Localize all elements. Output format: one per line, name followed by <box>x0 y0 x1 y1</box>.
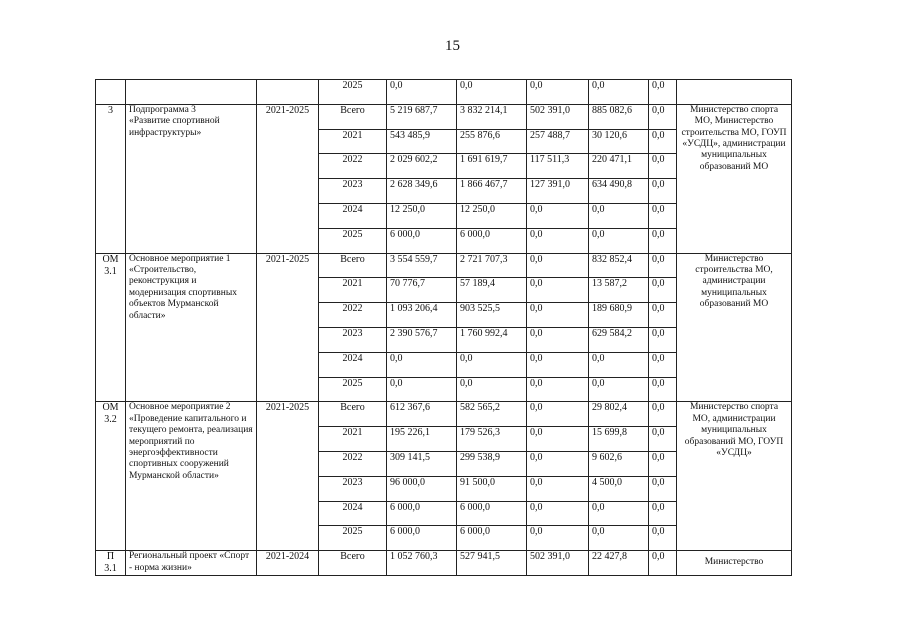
year-cell: Всего <box>319 551 387 576</box>
amount-cell: 0,0 <box>527 501 589 526</box>
year-cell: 2022 <box>319 451 387 476</box>
amount-cell: 0,0 <box>649 179 677 204</box>
amount-cell: 29 802,4 <box>589 402 649 427</box>
table-row <box>96 104 792 129</box>
amount-cell: 0,0 <box>649 203 677 228</box>
row-name-cell: Региональный проект «Спорт - норма жизни» <box>126 551 257 576</box>
amount-cell: 2 721 707,3 <box>457 253 527 278</box>
amount-cell: 527 941,5 <box>457 551 527 576</box>
year-cell: 2021 <box>319 278 387 303</box>
amount-cell: 0,0 <box>457 377 527 402</box>
amount-cell: 0,0 <box>649 451 677 476</box>
amount-cell: 0,0 <box>527 427 589 452</box>
amount-cell: 0,0 <box>649 352 677 377</box>
table-row <box>96 80 792 105</box>
amount-cell: 57 189,4 <box>457 278 527 303</box>
period-cell: 2021-2025 <box>257 253 319 402</box>
amount-cell: 0,0 <box>649 80 677 105</box>
year-cell: 2024 <box>319 501 387 526</box>
amount-cell: 220 471,1 <box>589 154 649 179</box>
amount-cell: 1 093 206,4 <box>387 303 457 328</box>
amount-cell: 6 000,0 <box>387 526 457 551</box>
amount-cell: 0,0 <box>649 303 677 328</box>
responsible-cell: Министерство <box>677 551 792 576</box>
amount-cell: 2 628 349,6 <box>387 179 457 204</box>
amount-cell: 0,0 <box>589 501 649 526</box>
amount-cell: 255 876,6 <box>457 129 527 154</box>
amount-cell: 6 000,0 <box>387 501 457 526</box>
amount-cell: 0,0 <box>649 154 677 179</box>
row-number-cell: 3 <box>96 104 126 253</box>
amount-cell: 0,0 <box>527 253 589 278</box>
amount-cell: 117 511,3 <box>527 154 589 179</box>
year-cell: 2025 <box>319 228 387 253</box>
year-cell: 2025 <box>319 526 387 551</box>
year-cell: 2023 <box>319 179 387 204</box>
amount-cell: 0,0 <box>649 129 677 154</box>
amount-cell: 0,0 <box>649 278 677 303</box>
amount-cell: 0,0 <box>527 526 589 551</box>
amount-cell: 13 587,2 <box>589 278 649 303</box>
table-body <box>96 80 792 576</box>
amount-cell: 6 000,0 <box>457 526 527 551</box>
amount-cell: 309 141,5 <box>387 451 457 476</box>
amount-cell: 30 120,6 <box>589 129 649 154</box>
year-cell: 2022 <box>319 154 387 179</box>
amount-cell: 91 500,0 <box>457 476 527 501</box>
row-number-cell: ОМ 3.2 <box>96 402 126 551</box>
year-cell: 2025 <box>319 377 387 402</box>
row-number-cell: П 3.1 <box>96 551 126 576</box>
amount-cell: 179 526,3 <box>457 427 527 452</box>
amount-cell: 612 367,6 <box>387 402 457 427</box>
amount-cell: 96 000,0 <box>387 476 457 501</box>
year-cell: Всего <box>319 253 387 278</box>
amount-cell: 2 029 602,2 <box>387 154 457 179</box>
amount-cell: 634 490,8 <box>589 179 649 204</box>
amount-cell: 6 000,0 <box>457 501 527 526</box>
amount-cell: 12 250,0 <box>387 203 457 228</box>
amount-cell: 0,0 <box>589 352 649 377</box>
amount-cell: 0,0 <box>649 228 677 253</box>
year-cell: 2024 <box>319 352 387 377</box>
amount-cell: 0,0 <box>527 228 589 253</box>
period-cell: 2021-2025 <box>257 104 319 253</box>
amount-cell: 299 538,9 <box>457 451 527 476</box>
amount-cell: 3 554 559,7 <box>387 253 457 278</box>
amount-cell: 0,0 <box>527 402 589 427</box>
amount-cell: 0,0 <box>649 501 677 526</box>
table-row <box>96 551 792 576</box>
row-name-cell: Основное мероприятие 1 «Строительство, реконструкция и модернизация спортивных объектов Мурманской области» <box>126 253 257 402</box>
amount-cell: 0,0 <box>649 104 677 129</box>
row-number-cell: ОМ 3.1 <box>96 253 126 402</box>
amount-cell: 0,0 <box>589 203 649 228</box>
period-cell: 2021-2024 <box>257 551 319 576</box>
amount-cell: 2 390 576,7 <box>387 327 457 352</box>
year-cell: 2024 <box>319 203 387 228</box>
period-cell: 2021-2025 <box>257 402 319 551</box>
amount-cell: 0,0 <box>527 80 589 105</box>
amount-cell: 189 680,9 <box>589 303 649 328</box>
row-name-cell: Основное мероприятие 2 «Проведение капитального и текущего ремонта, реализация мероприятий по энергоэффективности спортивных сооружений Мурманской области» <box>126 402 257 551</box>
amount-cell: 0,0 <box>649 427 677 452</box>
amount-cell: 257 488,7 <box>527 129 589 154</box>
responsible-cell: Министерство строительства МО, администрации муниципальных образований МО <box>677 253 792 402</box>
amount-cell: 0,0 <box>649 551 677 576</box>
responsible-cell <box>677 80 792 105</box>
year-cell: 2021 <box>319 129 387 154</box>
amount-cell: 0,0 <box>387 377 457 402</box>
amount-cell: 0,0 <box>527 451 589 476</box>
amount-cell: 0,0 <box>527 303 589 328</box>
amount-cell: 6 000,0 <box>387 228 457 253</box>
year-cell: Всего <box>319 104 387 129</box>
amount-cell: 3 832 214,1 <box>457 104 527 129</box>
amount-cell: 582 565,2 <box>457 402 527 427</box>
amount-cell: 5 219 687,7 <box>387 104 457 129</box>
row-name-cell <box>126 80 257 105</box>
amount-cell: 0,0 <box>649 253 677 278</box>
amount-cell: 903 525,5 <box>457 303 527 328</box>
amount-cell: 1 866 467,7 <box>457 179 527 204</box>
amount-cell: 0,0 <box>589 377 649 402</box>
amount-cell: 502 391,0 <box>527 551 589 576</box>
amount-cell: 0,0 <box>527 327 589 352</box>
year-cell: 2023 <box>319 327 387 352</box>
amount-cell: 0,0 <box>649 526 677 551</box>
amount-cell: 70 776,7 <box>387 278 457 303</box>
amount-cell: 629 584,2 <box>589 327 649 352</box>
year-cell: 2025 <box>319 80 387 105</box>
amount-cell: 0,0 <box>527 203 589 228</box>
amount-cell: 0,0 <box>527 352 589 377</box>
amount-cell: 6 000,0 <box>457 228 527 253</box>
amount-cell: 0,0 <box>387 352 457 377</box>
amount-cell: 0,0 <box>457 80 527 105</box>
table-row <box>96 402 792 427</box>
table-row <box>96 253 792 278</box>
amount-cell: 0,0 <box>589 526 649 551</box>
amount-cell: 543 485,9 <box>387 129 457 154</box>
amount-cell: 1 691 619,7 <box>457 154 527 179</box>
amount-cell: 12 250,0 <box>457 203 527 228</box>
amount-cell: 127 391,0 <box>527 179 589 204</box>
responsible-cell: Министерство спорта МО, администрации муниципальных образований МО, ГОУП «УСДЦ» <box>677 402 792 551</box>
responsible-cell: Министерство спорта МО, Министерство строительства МО, ГОУП «УСДЦ», администрации муниципальных образований МО <box>677 104 792 253</box>
row-number-cell <box>96 80 126 105</box>
amount-cell: 0,0 <box>457 352 527 377</box>
amount-cell: 832 852,4 <box>589 253 649 278</box>
amount-cell: 1 760 992,4 <box>457 327 527 352</box>
amount-cell: 22 427,8 <box>589 551 649 576</box>
amount-cell: 15 699,8 <box>589 427 649 452</box>
amount-cell: 0,0 <box>649 402 677 427</box>
amount-cell: 1 052 760,3 <box>387 551 457 576</box>
amount-cell: 9 602,6 <box>589 451 649 476</box>
row-name-cell: Подпрограмма 3 «Развитие спортивной инфраструктуры» <box>126 104 257 253</box>
amount-cell: 0,0 <box>589 228 649 253</box>
amount-cell: 0,0 <box>527 278 589 303</box>
amount-cell: 0,0 <box>649 327 677 352</box>
amount-cell: 502 391,0 <box>527 104 589 129</box>
page-number: 15 <box>445 38 460 54</box>
amount-cell: 885 082,6 <box>589 104 649 129</box>
year-cell: 2022 <box>319 303 387 328</box>
amount-cell: 0,0 <box>589 80 649 105</box>
amount-cell: 0,0 <box>527 476 589 501</box>
amount-cell: 0,0 <box>387 80 457 105</box>
amount-cell: 0,0 <box>649 377 677 402</box>
period-cell <box>257 80 319 105</box>
year-cell: Всего <box>319 402 387 427</box>
amount-cell: 0,0 <box>527 377 589 402</box>
amount-cell: 0,0 <box>649 476 677 501</box>
year-cell: 2021 <box>319 427 387 452</box>
amount-cell: 195 226,1 <box>387 427 457 452</box>
budget-table <box>95 79 792 576</box>
amount-cell: 4 500,0 <box>589 476 649 501</box>
year-cell: 2023 <box>319 476 387 501</box>
